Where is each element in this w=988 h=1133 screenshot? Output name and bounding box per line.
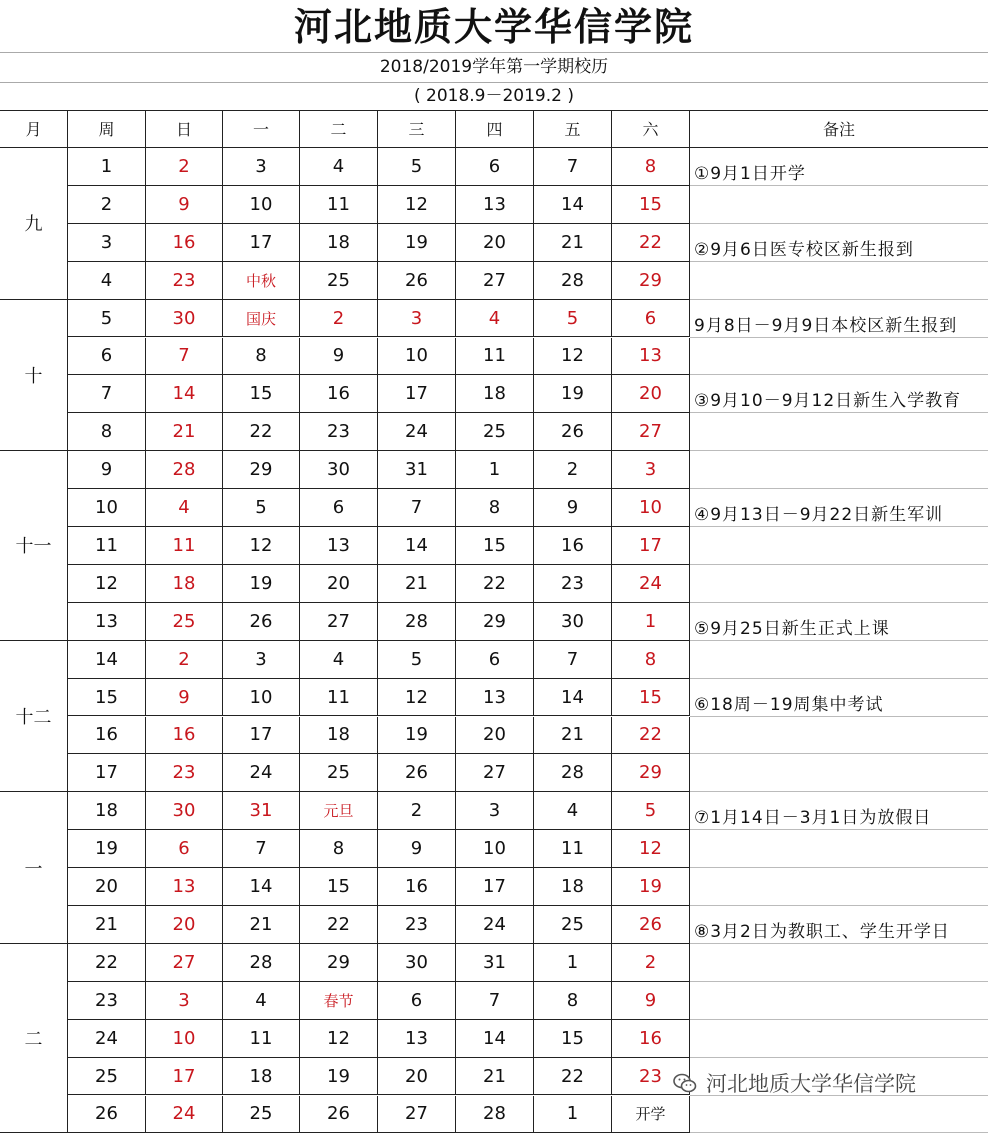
day-cell: 14 bbox=[146, 375, 223, 413]
day-cell: 10 bbox=[456, 830, 534, 868]
day-cell: 6 bbox=[378, 982, 456, 1020]
day-cell: 7 bbox=[146, 338, 223, 376]
week-number: 11 bbox=[68, 527, 146, 565]
day-cell: 30 bbox=[146, 300, 223, 338]
week-number: 6 bbox=[68, 338, 146, 376]
day-cell: 18 bbox=[300, 224, 378, 262]
day-cell: 28 bbox=[534, 262, 612, 300]
day-cell: 19 bbox=[534, 375, 612, 413]
day-cell: 26 bbox=[378, 754, 456, 792]
day-cell: 15 bbox=[612, 186, 690, 224]
day-cell: 13 bbox=[300, 527, 378, 565]
week-number: 17 bbox=[68, 754, 146, 792]
month-label: 九 bbox=[0, 148, 68, 300]
day-cell: 4 bbox=[456, 300, 534, 338]
week-number: 3 bbox=[68, 224, 146, 262]
note-row-line bbox=[690, 223, 988, 224]
day-cell: 10 bbox=[146, 1020, 223, 1058]
month-label: 二 bbox=[0, 944, 68, 1133]
week-number: 13 bbox=[68, 603, 146, 641]
day-cell: 2 bbox=[146, 641, 223, 679]
day-cell: 14 bbox=[534, 186, 612, 224]
day-cell: 16 bbox=[146, 224, 223, 262]
remark-note: 9月8日－9月9日本校区新生报到 bbox=[694, 314, 988, 338]
day-cell: 15 bbox=[612, 679, 690, 717]
column-header: 备注 bbox=[690, 110, 988, 148]
column-header: 日 bbox=[146, 110, 223, 148]
day-cell: 18 bbox=[300, 717, 378, 755]
day-cell: 18 bbox=[534, 868, 612, 906]
day-cell: 26 bbox=[378, 262, 456, 300]
day-cell: 19 bbox=[378, 717, 456, 755]
day-cell: 28 bbox=[146, 451, 223, 489]
month-label: 十 bbox=[0, 300, 68, 452]
column-header: 六 bbox=[612, 110, 690, 148]
day-cell: 2 bbox=[146, 148, 223, 186]
note-row-line bbox=[690, 678, 988, 679]
day-cell: 9 bbox=[378, 830, 456, 868]
day-cell: 27 bbox=[456, 754, 534, 792]
day-cell: 12 bbox=[612, 830, 690, 868]
week-number: 4 bbox=[68, 262, 146, 300]
month-label: 十二 bbox=[0, 641, 68, 793]
day-cell: 17 bbox=[378, 375, 456, 413]
week-number: 14 bbox=[68, 641, 146, 679]
day-cell: 10 bbox=[223, 186, 300, 224]
day-cell: 3 bbox=[146, 982, 223, 1020]
day-cell: 8 bbox=[612, 641, 690, 679]
day-cell: 24 bbox=[612, 565, 690, 603]
day-cell: 24 bbox=[456, 906, 534, 944]
day-cell: 21 bbox=[456, 1058, 534, 1096]
day-cell: 29 bbox=[300, 944, 378, 982]
week-number: 8 bbox=[68, 413, 146, 451]
note-row-line bbox=[690, 1057, 988, 1058]
day-cell: 26 bbox=[300, 1096, 378, 1133]
remark-note: ④9月13日－9月22日新生军训 bbox=[694, 503, 988, 527]
note-row-line bbox=[690, 602, 988, 603]
day-cell: 1 bbox=[612, 603, 690, 641]
note-row-line bbox=[690, 488, 988, 489]
day-cell: 29 bbox=[612, 262, 690, 300]
week-number: 9 bbox=[68, 451, 146, 489]
day-cell: 27 bbox=[146, 944, 223, 982]
day-cell: 10 bbox=[378, 338, 456, 376]
day-cell: 16 bbox=[300, 375, 378, 413]
day-cell: 16 bbox=[534, 527, 612, 565]
week-number: 5 bbox=[68, 300, 146, 338]
day-cell: 1 bbox=[534, 1096, 612, 1133]
day-cell: 9 bbox=[534, 489, 612, 527]
note-row-line bbox=[690, 564, 988, 565]
day-cell: 22 bbox=[612, 717, 690, 755]
day-cell: 14 bbox=[378, 527, 456, 565]
day-cell: 8 bbox=[612, 148, 690, 186]
day-cell: 5 bbox=[534, 300, 612, 338]
day-cell: 11 bbox=[456, 338, 534, 376]
column-header: 周 bbox=[68, 110, 146, 148]
remark-note: ⑥18周－19周集中考试 bbox=[694, 693, 988, 717]
column-header: 五 bbox=[534, 110, 612, 148]
day-cell: 23 bbox=[612, 1058, 690, 1096]
note-row-line bbox=[690, 905, 988, 906]
wechat-icon bbox=[672, 1070, 698, 1096]
day-cell: 27 bbox=[300, 603, 378, 641]
day-cell: 22 bbox=[612, 224, 690, 262]
day-cell: 21 bbox=[378, 565, 456, 603]
day-cell: 21 bbox=[146, 413, 223, 451]
watermark-text: 河北地质大学华信学院 bbox=[706, 1068, 916, 1098]
day-cell: 4 bbox=[300, 641, 378, 679]
day-cell: 28 bbox=[534, 754, 612, 792]
day-cell: 29 bbox=[456, 603, 534, 641]
day-cell: 30 bbox=[378, 944, 456, 982]
column-header: 三 bbox=[378, 110, 456, 148]
day-cell: 31 bbox=[378, 451, 456, 489]
day-cell: 13 bbox=[456, 679, 534, 717]
week-number: 18 bbox=[68, 792, 146, 830]
day-cell: 6 bbox=[300, 489, 378, 527]
day-cell: 17 bbox=[612, 527, 690, 565]
day-cell: 27 bbox=[456, 262, 534, 300]
day-cell: 2 bbox=[378, 792, 456, 830]
day-cell: 11 bbox=[300, 679, 378, 717]
day-cell: 中秋 bbox=[223, 262, 300, 300]
day-cell: 11 bbox=[534, 830, 612, 868]
day-cell: 6 bbox=[456, 641, 534, 679]
day-cell: 春节 bbox=[300, 982, 378, 1020]
day-cell: 25 bbox=[146, 603, 223, 641]
day-cell: 开学 bbox=[612, 1096, 690, 1133]
day-cell: 13 bbox=[456, 186, 534, 224]
day-cell: 15 bbox=[300, 868, 378, 906]
day-cell: 24 bbox=[378, 413, 456, 451]
day-cell: 25 bbox=[300, 262, 378, 300]
day-cell: 5 bbox=[378, 148, 456, 186]
day-cell: 12 bbox=[300, 1020, 378, 1058]
day-cell: 元旦 bbox=[300, 792, 378, 830]
day-cell: 27 bbox=[378, 1096, 456, 1133]
day-cell: 27 bbox=[612, 413, 690, 451]
month-label: 十一 bbox=[0, 451, 68, 641]
day-cell: 16 bbox=[612, 1020, 690, 1058]
column-header: 一 bbox=[223, 110, 300, 148]
week-number: 21 bbox=[68, 906, 146, 944]
day-cell: 21 bbox=[534, 717, 612, 755]
column-header: 月 bbox=[0, 110, 68, 148]
day-cell: 28 bbox=[378, 603, 456, 641]
note-row-line bbox=[690, 374, 988, 375]
day-cell: 7 bbox=[534, 641, 612, 679]
day-cell: 26 bbox=[534, 413, 612, 451]
day-cell: 6 bbox=[146, 830, 223, 868]
remark-note: ⑦1月14日－3月1日为放假日 bbox=[694, 806, 988, 830]
week-number: 20 bbox=[68, 868, 146, 906]
day-cell: 1 bbox=[456, 451, 534, 489]
day-cell: 23 bbox=[146, 262, 223, 300]
day-cell: 9 bbox=[146, 679, 223, 717]
day-cell: 22 bbox=[300, 906, 378, 944]
day-cell: 19 bbox=[223, 565, 300, 603]
day-cell: 14 bbox=[534, 679, 612, 717]
day-cell: 8 bbox=[534, 982, 612, 1020]
day-cell: 24 bbox=[223, 754, 300, 792]
day-cell: 5 bbox=[612, 792, 690, 830]
day-cell: 26 bbox=[223, 603, 300, 641]
day-cell: 6 bbox=[456, 148, 534, 186]
day-cell: 14 bbox=[456, 1020, 534, 1058]
day-cell: 29 bbox=[612, 754, 690, 792]
day-cell: 3 bbox=[223, 148, 300, 186]
day-cell: 13 bbox=[146, 868, 223, 906]
day-cell: 16 bbox=[378, 868, 456, 906]
day-cell: 11 bbox=[300, 186, 378, 224]
day-cell: 13 bbox=[378, 1020, 456, 1058]
day-cell: 22 bbox=[534, 1058, 612, 1096]
day-cell: 30 bbox=[300, 451, 378, 489]
note-row-line bbox=[690, 753, 988, 754]
day-cell: 26 bbox=[612, 906, 690, 944]
day-cell: 14 bbox=[223, 868, 300, 906]
day-cell: 28 bbox=[223, 944, 300, 982]
day-cell: 2 bbox=[534, 451, 612, 489]
week-number: 22 bbox=[68, 944, 146, 982]
day-cell: 4 bbox=[534, 792, 612, 830]
watermark bbox=[672, 1066, 984, 1100]
note-row-line bbox=[690, 867, 988, 868]
day-cell: 23 bbox=[300, 413, 378, 451]
day-cell: 9 bbox=[146, 186, 223, 224]
day-cell: 15 bbox=[534, 1020, 612, 1058]
day-cell: 11 bbox=[146, 527, 223, 565]
note-row-line bbox=[690, 1019, 988, 1020]
day-cell: 10 bbox=[612, 489, 690, 527]
day-cell: 25 bbox=[300, 754, 378, 792]
day-cell: 1 bbox=[534, 944, 612, 982]
week-number: 12 bbox=[68, 565, 146, 603]
day-cell: 23 bbox=[146, 754, 223, 792]
day-cell: 25 bbox=[223, 1096, 300, 1133]
week-number: 26 bbox=[68, 1096, 146, 1133]
calendar-period: ( 2018.9－2019.2 ) bbox=[0, 82, 988, 110]
day-cell: 25 bbox=[534, 906, 612, 944]
day-cell: 20 bbox=[456, 224, 534, 262]
day-cell: 3 bbox=[612, 451, 690, 489]
day-cell: 22 bbox=[456, 565, 534, 603]
day-cell: 17 bbox=[223, 717, 300, 755]
day-cell: 20 bbox=[378, 1058, 456, 1096]
day-cell: 20 bbox=[456, 717, 534, 755]
day-cell: 22 bbox=[223, 413, 300, 451]
remark-note: ②9月6日医专校区新生报到 bbox=[694, 238, 988, 262]
day-cell: 3 bbox=[223, 641, 300, 679]
day-cell: 12 bbox=[378, 679, 456, 717]
day-cell: 7 bbox=[534, 148, 612, 186]
day-cell: 20 bbox=[146, 906, 223, 944]
day-cell: 30 bbox=[146, 792, 223, 830]
week-number: 1 bbox=[68, 148, 146, 186]
day-cell: 16 bbox=[146, 717, 223, 755]
day-cell: 7 bbox=[378, 489, 456, 527]
day-cell: 17 bbox=[223, 224, 300, 262]
note-row-line bbox=[690, 791, 988, 792]
day-cell: 24 bbox=[146, 1096, 223, 1133]
day-cell: 11 bbox=[223, 1020, 300, 1058]
day-cell: 2 bbox=[612, 944, 690, 982]
week-number: 23 bbox=[68, 982, 146, 1020]
day-cell: 6 bbox=[612, 300, 690, 338]
day-cell: 19 bbox=[300, 1058, 378, 1096]
week-number: 25 bbox=[68, 1058, 146, 1096]
day-cell: 17 bbox=[146, 1058, 223, 1096]
remark-note: ③9月10－9月12日新生入学教育 bbox=[694, 389, 988, 413]
day-cell: 8 bbox=[300, 830, 378, 868]
day-cell: 7 bbox=[456, 982, 534, 1020]
day-cell: 21 bbox=[223, 906, 300, 944]
week-number: 10 bbox=[68, 489, 146, 527]
day-cell: 31 bbox=[456, 944, 534, 982]
day-cell: 18 bbox=[223, 1058, 300, 1096]
day-cell: 15 bbox=[456, 527, 534, 565]
day-cell: 9 bbox=[612, 982, 690, 1020]
day-cell: 3 bbox=[378, 300, 456, 338]
note-row-line bbox=[690, 981, 988, 982]
day-cell: 18 bbox=[146, 565, 223, 603]
day-cell: 12 bbox=[534, 338, 612, 376]
day-cell: 21 bbox=[534, 224, 612, 262]
week-number: 2 bbox=[68, 186, 146, 224]
day-cell: 12 bbox=[223, 527, 300, 565]
day-cell: 13 bbox=[612, 338, 690, 376]
day-cell: 19 bbox=[612, 868, 690, 906]
week-number: 7 bbox=[68, 375, 146, 413]
day-cell: 31 bbox=[223, 792, 300, 830]
day-cell: 17 bbox=[456, 868, 534, 906]
note-row-line bbox=[690, 450, 988, 451]
day-cell: 9 bbox=[300, 338, 378, 376]
week-number: 16 bbox=[68, 717, 146, 755]
day-cell: 23 bbox=[378, 906, 456, 944]
calendar-subtitle: 2018/2019学年第一学期校历 bbox=[0, 52, 988, 83]
week-number: 15 bbox=[68, 679, 146, 717]
day-cell: 30 bbox=[534, 603, 612, 641]
month-label: 一 bbox=[0, 792, 68, 944]
day-cell: 12 bbox=[378, 186, 456, 224]
day-cell: 8 bbox=[223, 338, 300, 376]
day-cell: 23 bbox=[534, 565, 612, 603]
column-header: 四 bbox=[456, 110, 534, 148]
day-cell: 28 bbox=[456, 1096, 534, 1133]
day-cell: 3 bbox=[456, 792, 534, 830]
day-cell: 4 bbox=[300, 148, 378, 186]
week-number: 19 bbox=[68, 830, 146, 868]
day-cell: 4 bbox=[146, 489, 223, 527]
remark-note: ⑧3月2日为教职工、学生开学日 bbox=[694, 920, 988, 944]
day-cell: 29 bbox=[223, 451, 300, 489]
day-cell: 19 bbox=[378, 224, 456, 262]
day-cell: 7 bbox=[223, 830, 300, 868]
week-number: 24 bbox=[68, 1020, 146, 1058]
day-cell: 10 bbox=[223, 679, 300, 717]
day-cell: 20 bbox=[300, 565, 378, 603]
day-cell: 2 bbox=[300, 300, 378, 338]
day-cell: 25 bbox=[456, 413, 534, 451]
day-cell: 15 bbox=[223, 375, 300, 413]
day-cell: 18 bbox=[456, 375, 534, 413]
day-cell: 4 bbox=[223, 982, 300, 1020]
page-title: 河北地质大学华信学院 bbox=[0, 0, 988, 53]
day-cell: 8 bbox=[456, 489, 534, 527]
remark-note: ⑤9月25日新生正式上课 bbox=[694, 617, 988, 641]
day-cell: 国庆 bbox=[223, 300, 300, 338]
remark-note: ①9月1日开学 bbox=[694, 162, 988, 186]
day-cell: 5 bbox=[223, 489, 300, 527]
day-cell: 5 bbox=[378, 641, 456, 679]
day-cell: 20 bbox=[612, 375, 690, 413]
note-row-line bbox=[690, 299, 988, 300]
column-header: 二 bbox=[300, 110, 378, 148]
